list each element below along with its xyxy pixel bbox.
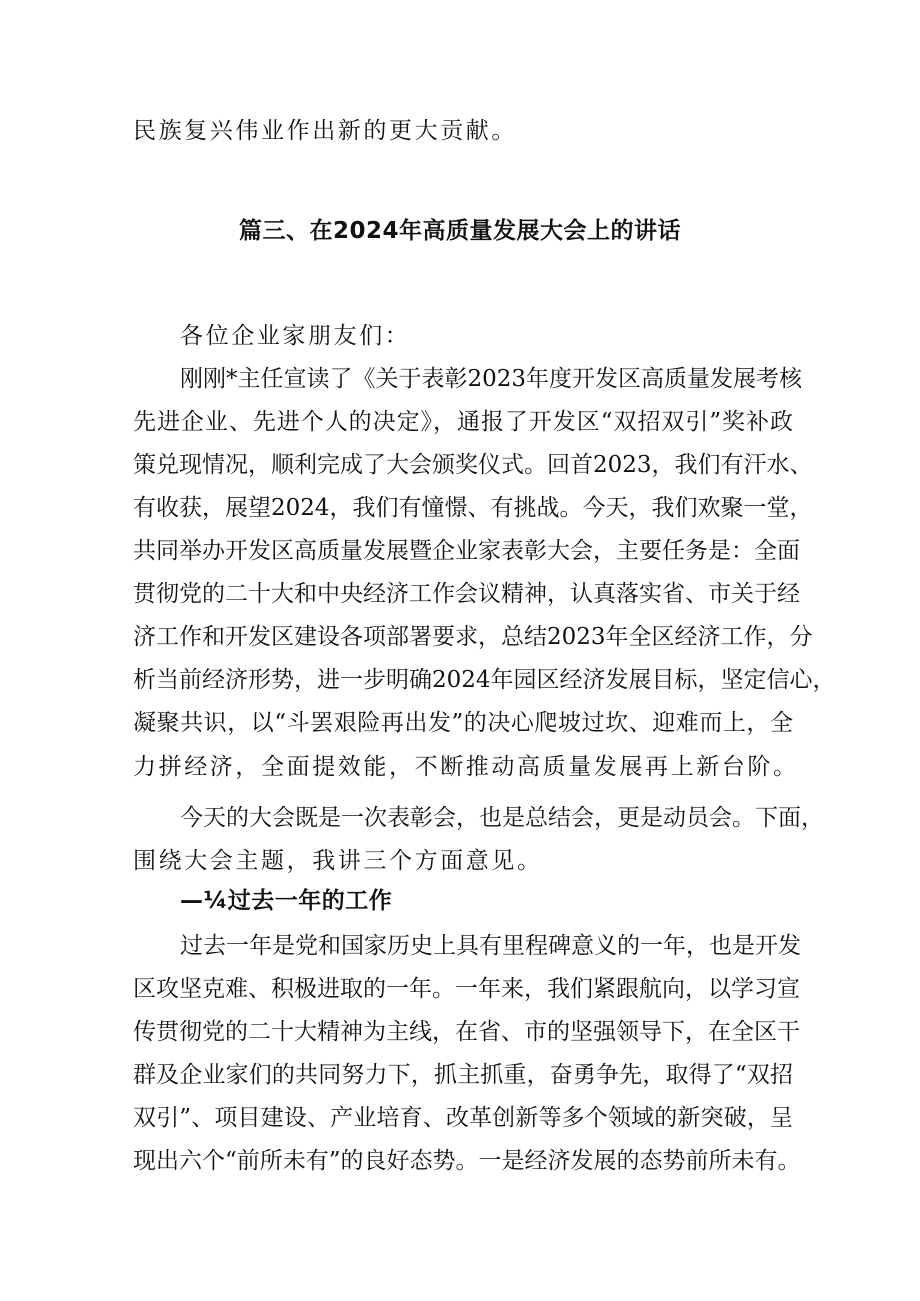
paragraph1-line-1: 刚刚*主任宣读了《关于表彰2023年度开发区高质量发展考核: [180, 366, 803, 392]
paragraph3-line-6: 现出六个“前所未有”的良好态势。一是经济发展的态势前所未有。: [133, 1148, 801, 1174]
paragraph1-line-9: 凝聚共识，以“斗罢艰险再出发”的决心爬坡过坎、迎难而上，全: [133, 710, 793, 736]
paragraph1-line-3: 策兑现情况，顺利完成了大会颁奖仪式。回首2023，我们有汗水、: [133, 452, 813, 478]
paragraph1-line-10: 力拼经济，全面提效能，不断推动高质量发展再上新台阶。: [133, 754, 799, 780]
paragraph1-line-8: 析当前经济形势，进一步明确2024年园区经济发展目标，坚定信心，: [133, 667, 836, 693]
paragraph3-line-4: 群及企业家们的共同努力下，抓主抓重，奋勇争先，取得了“双招: [133, 1062, 793, 1088]
paragraph1-line-4: 有收获，展望2024，我们有憧憬、有挑战。今天，我们欢聚一堂，: [133, 495, 813, 521]
paragraph3-line-5: 双引”、项目建设、产业培育、改革创新等多个领域的新突破，呈: [133, 1105, 793, 1131]
paragraph1-line-2: 先进企业、先进个人的决定》，通报了开发区“双招双引”奖补政: [133, 409, 793, 435]
paragraph3-line-2: 区攻坚克难、积极进取的一年。一年来，我们紧跟航向，以学习宣: [133, 976, 800, 1002]
paragraph2-line-1: 今天的大会既是一次表彰会，也是总结会，更是动员会。下面，: [180, 805, 824, 831]
section-heading: —¼过去一年的工作: [180, 888, 393, 914]
paragraph3-line-1: 过去一年是党和国家历史上具有里程碑意义的一年，也是开发: [180, 933, 801, 959]
paragraph1-line-6: 贯彻党的二十大和中央经济工作会议精神，认真落实省、市关于经: [133, 581, 800, 607]
paragraph3-line-3: 传贯彻党的二十大精神为主线，在省、市的坚强领导下，在全区干: [133, 1019, 800, 1045]
paragraph1-line-5: 共同举办开发区高质量发展暨企业家表彰大会，主要任务是：全面: [133, 538, 800, 564]
continuation-line: 民族复兴伟业作出新的更大贡献。: [133, 118, 517, 144]
greeting: 各位企业家朋友们：: [180, 323, 411, 349]
paragraph1-line-7: 济工作和开发区建设各项部署要求，总结2023年全区经济工作，分: [133, 624, 813, 650]
paragraph2-line-2: 围绕大会主题，我讲三个方面意见。: [133, 848, 543, 874]
article-title: 篇三、在2024年高质量发展大会上的讲话: [238, 218, 681, 244]
